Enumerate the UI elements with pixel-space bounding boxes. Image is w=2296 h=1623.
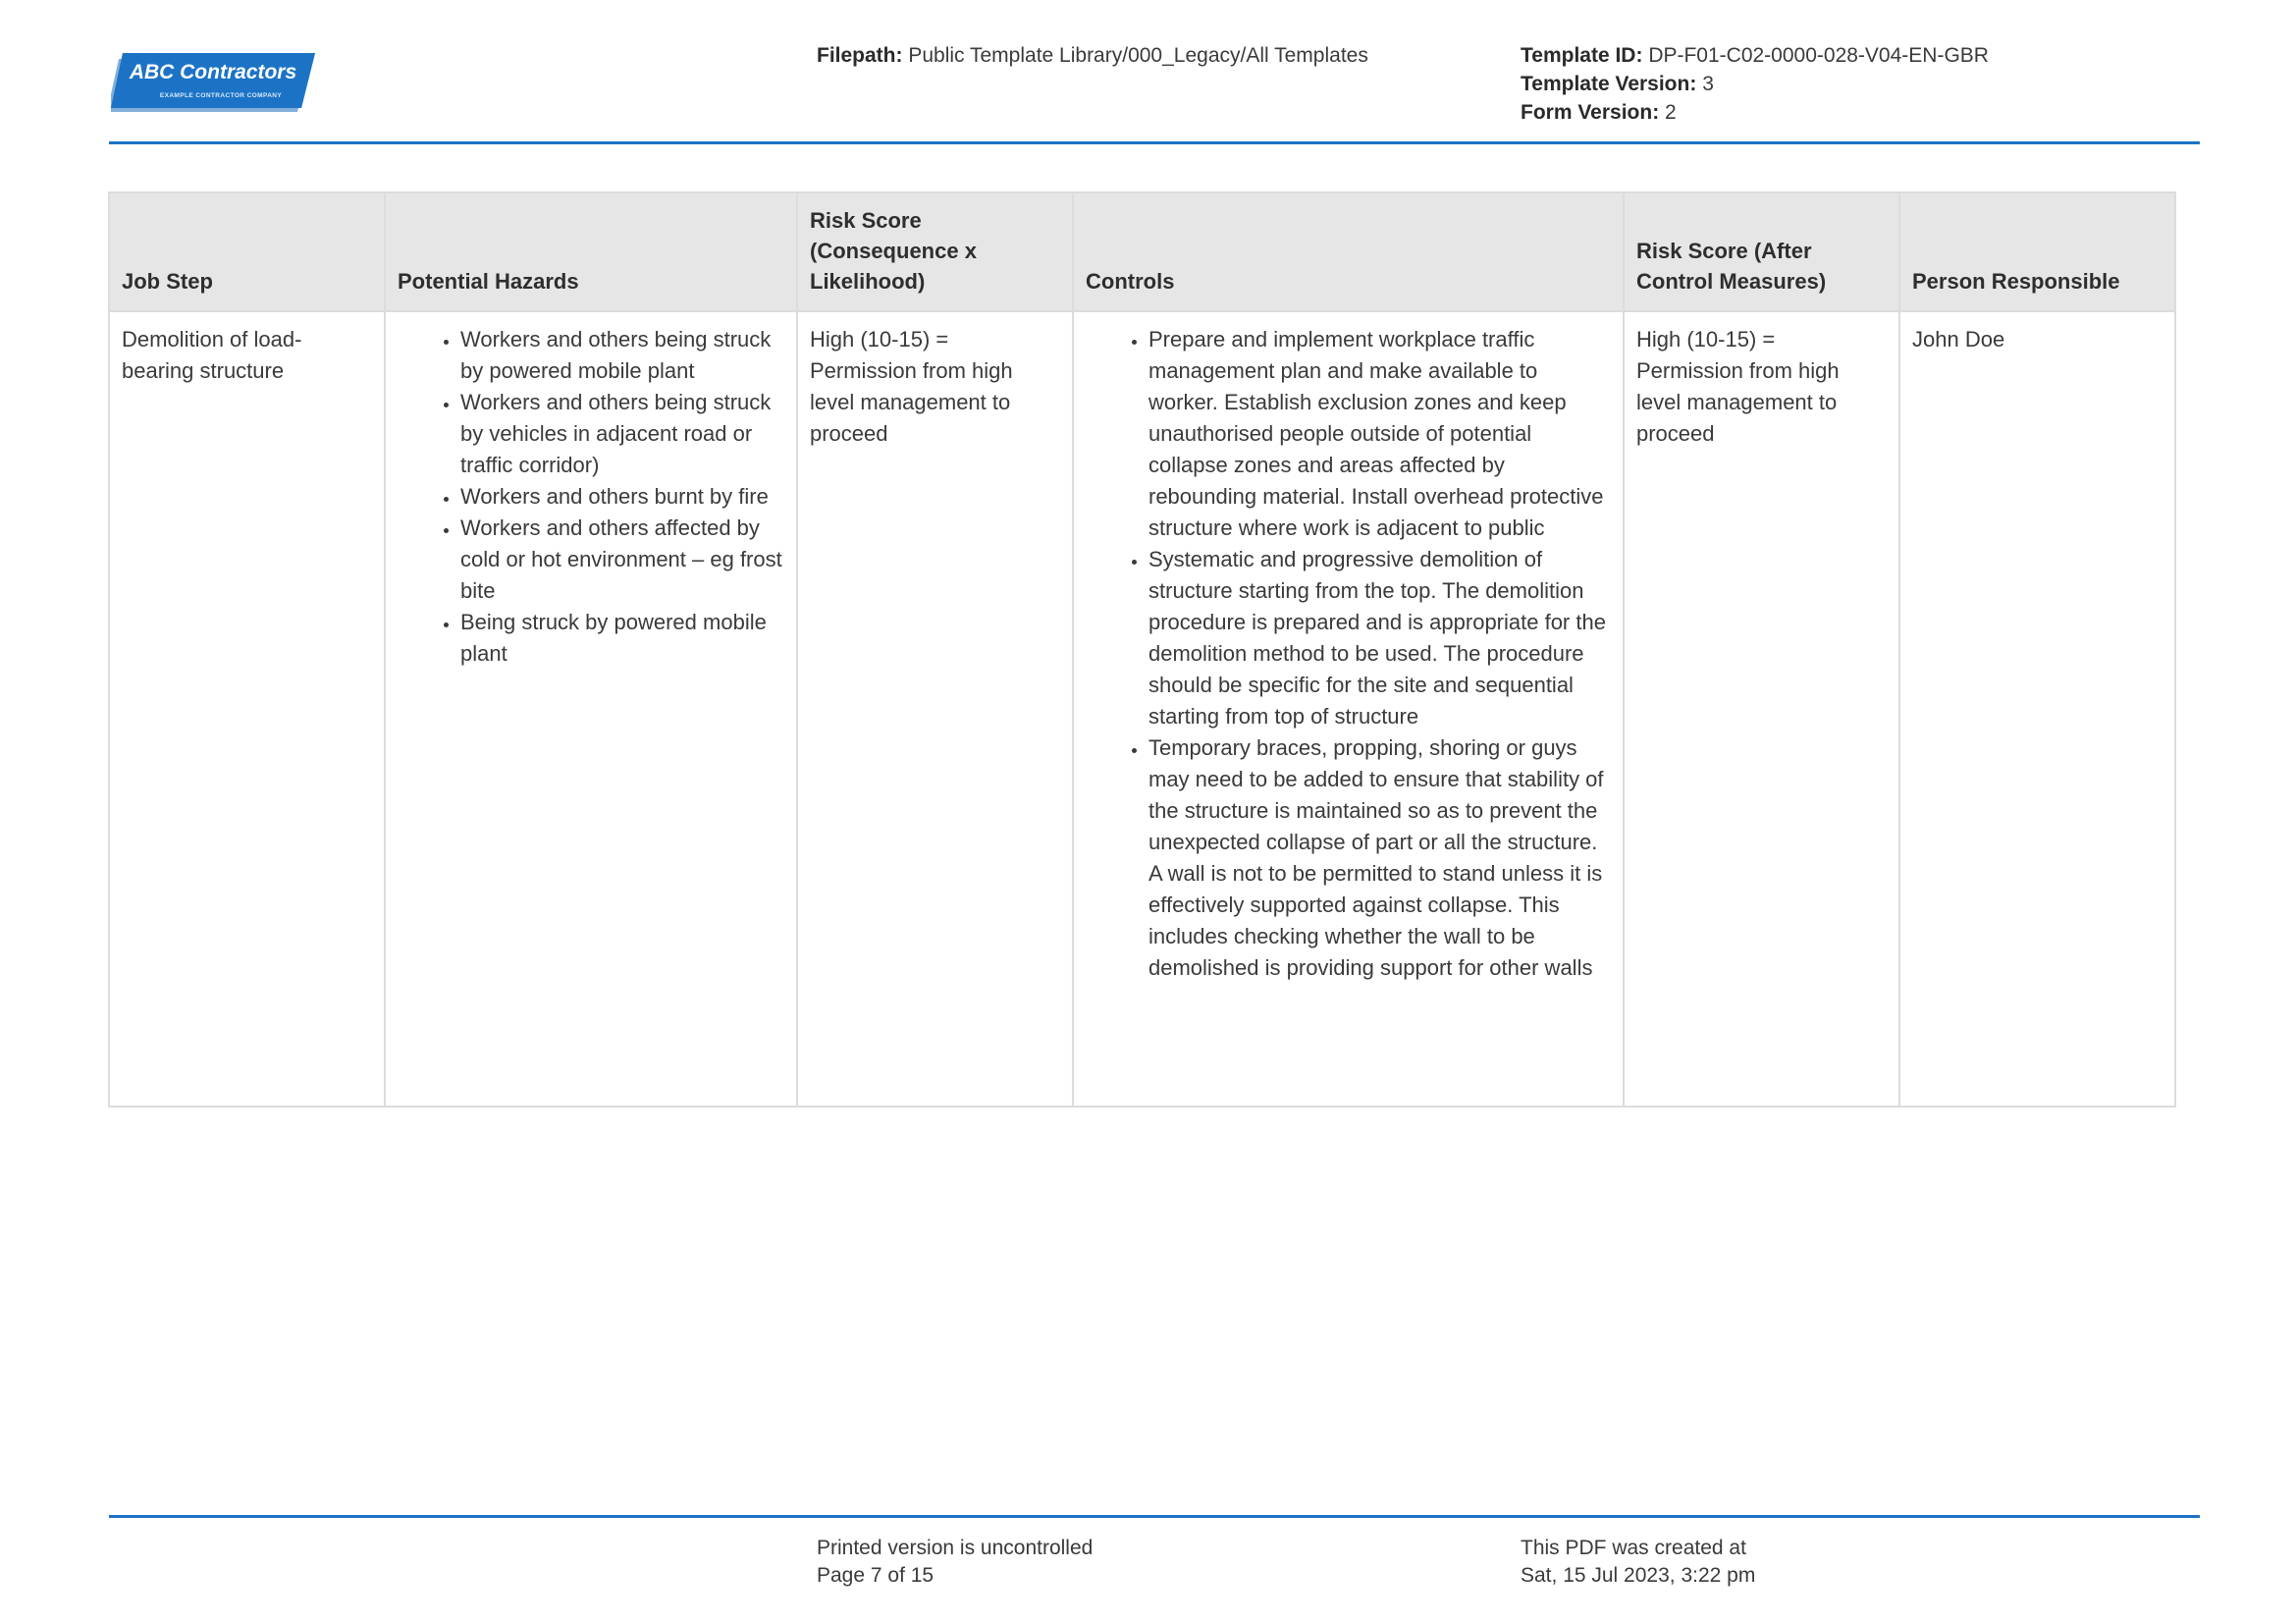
hazards-list xyxy=(398,324,784,670)
list-item: • Systematic and progressive demolition of structure starting from the top. The demolition procedure is prepared and is appropriate for the demolition method to be used. The procedure should be specific for the site and sequential starting from top of structure xyxy=(1148,544,1611,732)
created-timestamp: Sat, 15 Jul 2023, 3:22 pm xyxy=(1521,1564,1756,1587)
svg-text:ABC Contractors: ABC Contractors xyxy=(129,61,297,83)
header-filepath-block xyxy=(817,41,1368,70)
column-header-job-step: Job Step xyxy=(109,192,385,311)
template-version-line xyxy=(1521,70,1989,98)
filepath-label: Filepath: xyxy=(817,44,903,67)
risk-assessment-table-wrapper xyxy=(108,191,2174,1108)
cell-potential-hazards xyxy=(385,311,797,1107)
list-item: • Workers and others being struck by vehicles in adjacent road or traffic corridor) xyxy=(460,387,784,481)
footer-divider xyxy=(109,1515,2200,1518)
filepath-value: Public Template Library/000_Legacy/All Templates xyxy=(908,44,1368,67)
template-id-line xyxy=(1521,41,1989,70)
template-id-value: DP-F01-C02-0000-028-V04-EN-GBR xyxy=(1648,44,1989,67)
uncontrolled-notice: Printed version is uncontrolled xyxy=(817,1537,1094,1559)
column-header-person-responsible: Person Responsible xyxy=(1899,192,2175,311)
list-item: • Workers and others burnt by fire xyxy=(460,481,784,513)
form-version-label: Form Version: xyxy=(1521,101,1660,124)
cell-controls xyxy=(1073,311,1624,1107)
template-id-label: Template ID: xyxy=(1521,44,1643,67)
cell-risk-score: High (10-15) = Permission from high level management to proceed xyxy=(797,311,1073,1107)
template-version-value: 3 xyxy=(1702,73,1714,95)
controls-list xyxy=(1086,324,1611,984)
column-header-risk-score: Risk Score (Consequence x Likelihood) xyxy=(797,192,1073,311)
list-item: • Prepare and implement workplace traffic management plan and make available to worker. Establish exclusion zones and keep unauthorised people outside of potential collapse zones and areas affected by rebounding material. Install overhead protective structure where work is adjacent to public xyxy=(1148,324,1611,544)
column-header-risk-score-after: Risk Score (After Control Measures) xyxy=(1624,192,1899,311)
created-label: This PDF was created at xyxy=(1521,1537,1746,1559)
company-logo xyxy=(111,53,315,112)
header-divider xyxy=(109,141,2200,144)
cell-job-step: Demolition of load-bearing structure xyxy=(109,311,385,1107)
filepath-line xyxy=(817,41,1368,70)
column-header-controls: Controls xyxy=(1073,192,1624,311)
cell-person-responsible: John Doe xyxy=(1899,311,2175,1107)
list-item: • Being struck by powered mobile plant xyxy=(460,607,784,670)
footer-created-block xyxy=(1521,1535,1755,1590)
footer-page-block xyxy=(817,1535,1093,1590)
list-item: • Temporary braces, propping, shoring or guys may need to be added to ensure that stability of the structure is maintained so as to prevent the unexpected collapse of part or all the structure. A wall is not to be permitted to stand unless it is effectively supported against collapse. This includes checking whether the wall to be demolished is providing support for other walls xyxy=(1148,732,1611,984)
form-version-value: 2 xyxy=(1665,101,1677,124)
cell-risk-score-after: High (10-15) = Permission from high level management to proceed xyxy=(1624,311,1899,1107)
column-header-potential-hazards: Potential Hazards xyxy=(385,192,797,311)
list-item: • Workers and others being struck by powered mobile plant xyxy=(460,324,784,387)
risk-assessment-table xyxy=(108,191,2176,1108)
header-template-block xyxy=(1521,41,1989,127)
table-row xyxy=(109,311,2175,1107)
page-number: Page 7 of 15 xyxy=(817,1564,934,1587)
list-item: • Workers and others affected by cold or hot environment – eg frost bite xyxy=(460,513,784,607)
form-version-line xyxy=(1521,98,1989,127)
svg-text:EXAMPLE CONTRACTOR COMPANY: EXAMPLE CONTRACTOR COMPANY xyxy=(159,92,283,99)
template-version-label: Template Version: xyxy=(1521,73,1697,95)
table-header-row xyxy=(109,192,2175,311)
